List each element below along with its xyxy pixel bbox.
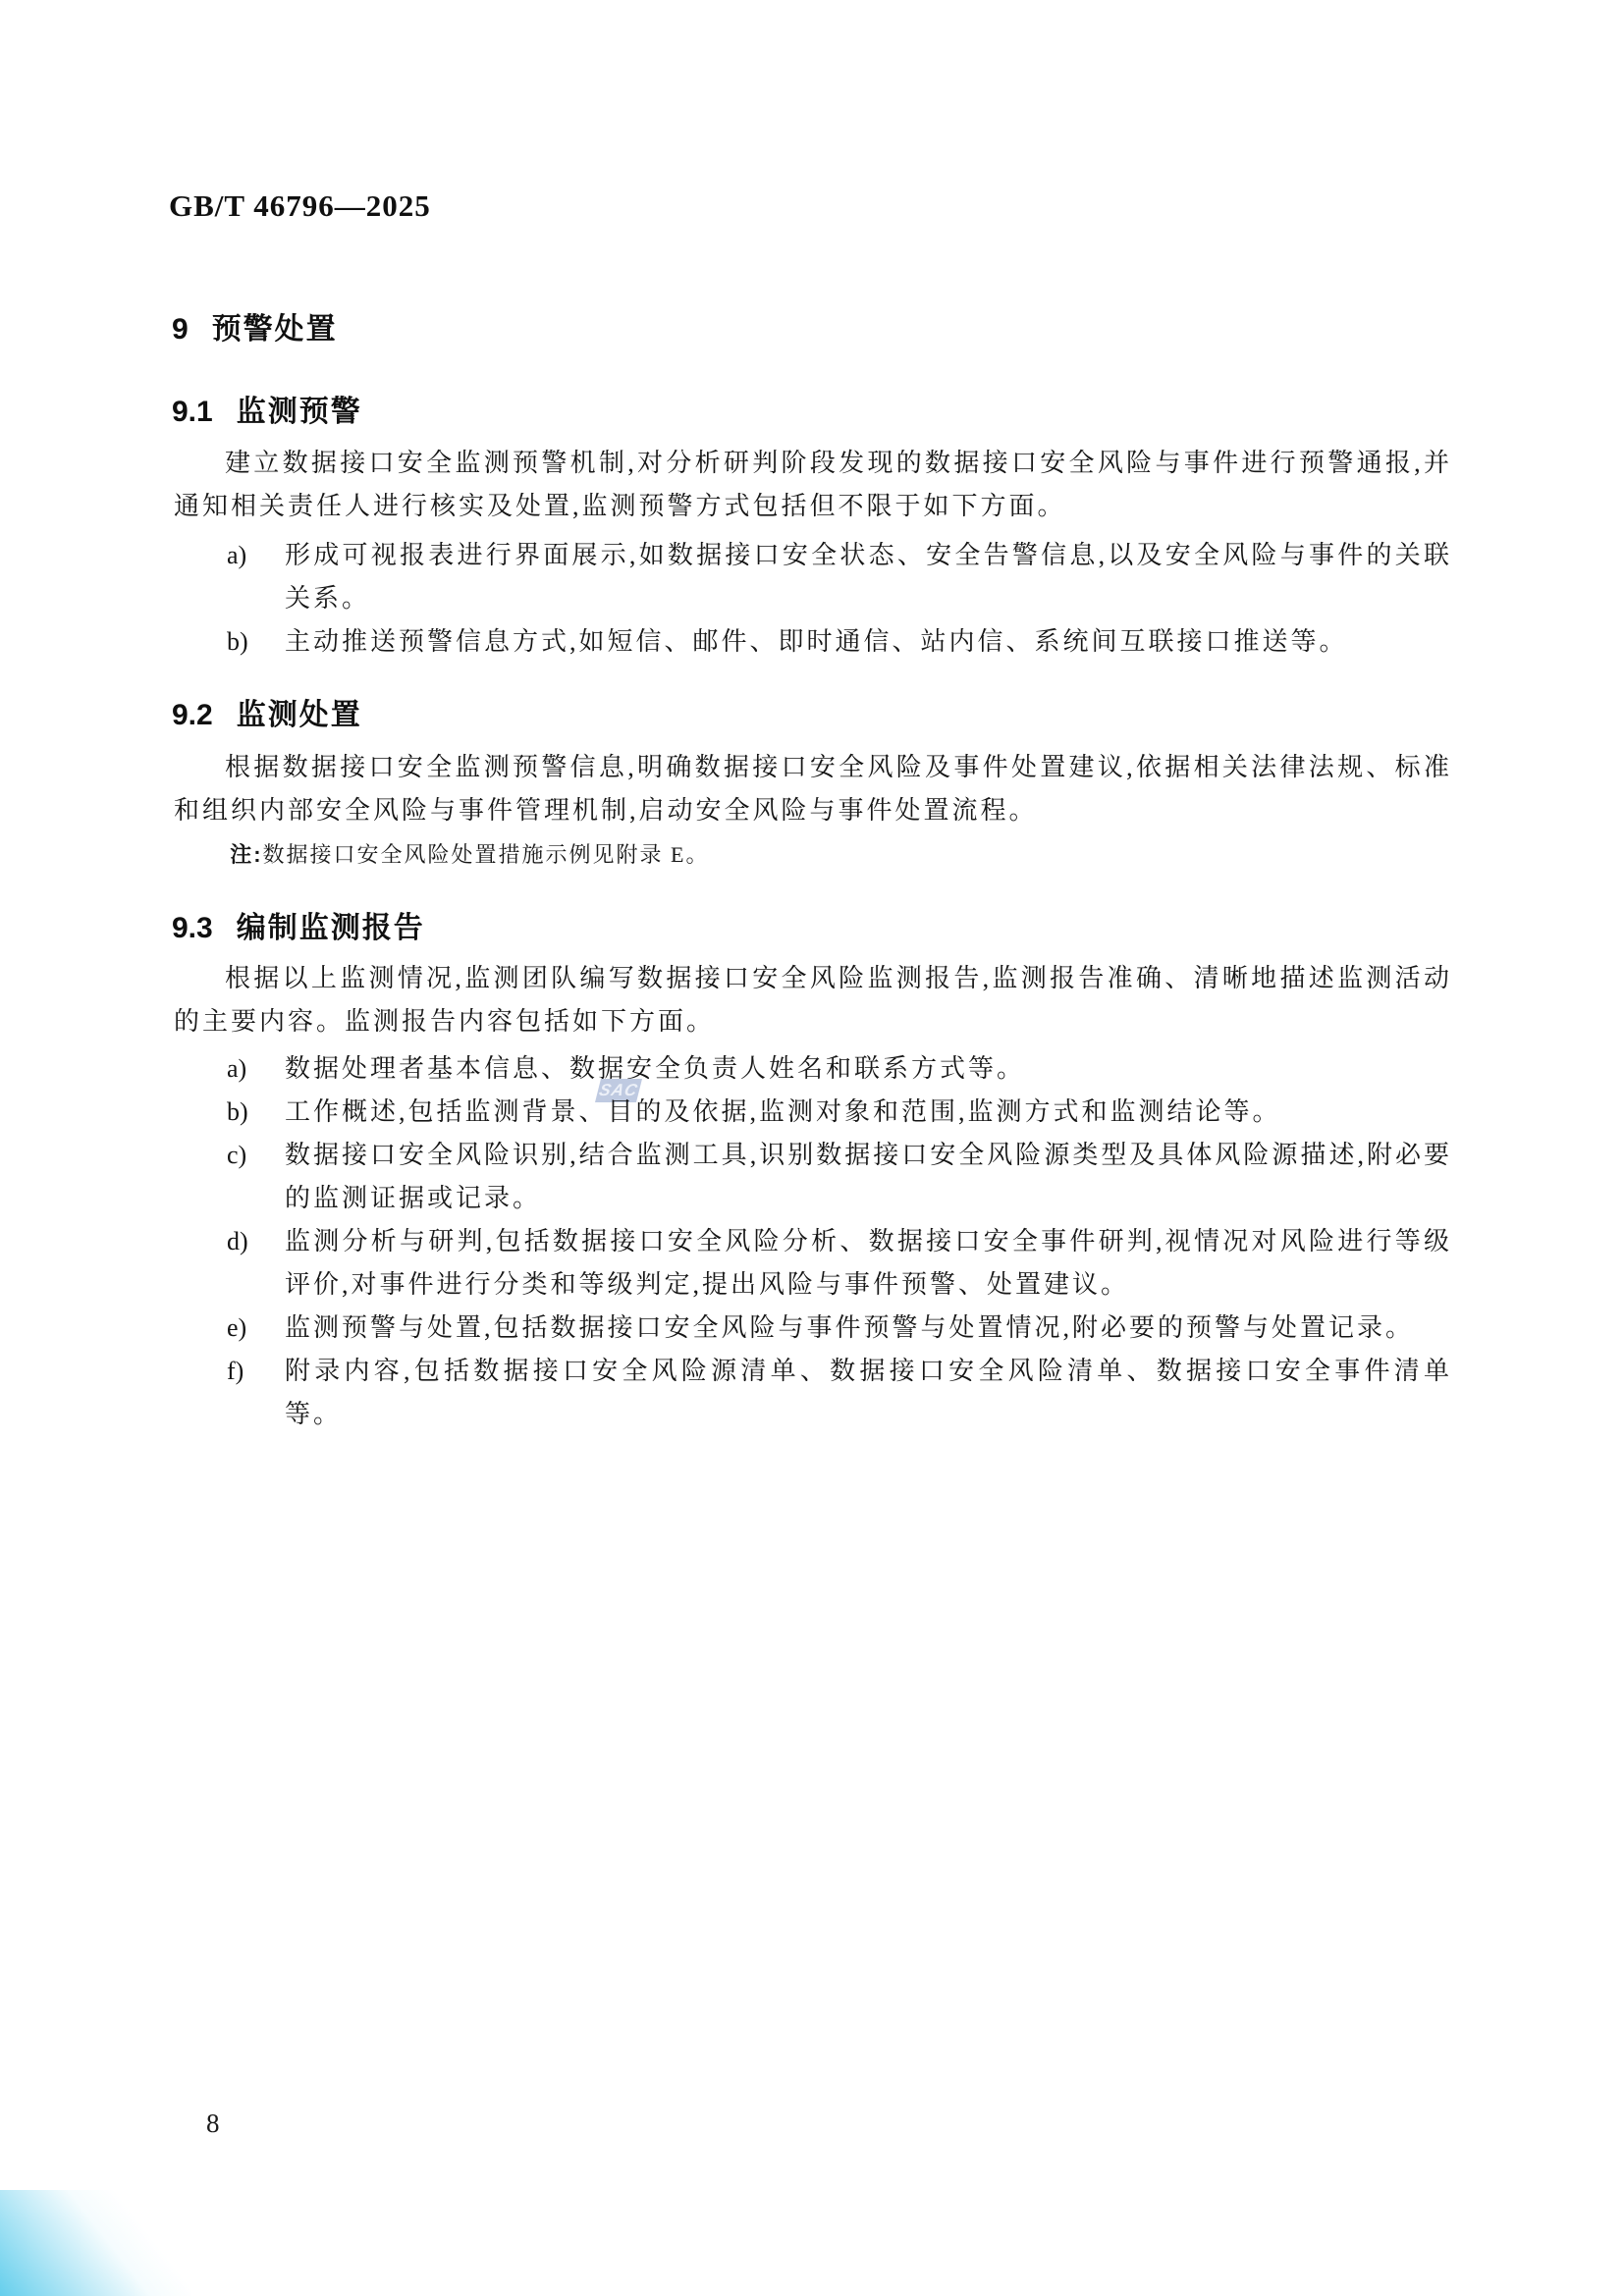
page-number: 8 [206, 2109, 220, 2138]
note-9-2 [174, 837, 1452, 873]
list-item-a [174, 534, 1452, 620]
list-item-c [174, 1134, 1452, 1220]
list-item-text: 主动推送预警信息方式,如短信、邮件、即时通信、站内信、系统间互联接口推送等。 [285, 627, 1348, 656]
list-item-text: 数据处理者基本信息、数据安全负责人姓名和联系方式等。 [285, 1054, 1026, 1083]
note-label: 注: [230, 842, 263, 867]
list-item-d [174, 1220, 1452, 1307]
sac-watermark-text: SAC [597, 1081, 640, 1099]
list-item-b [174, 1091, 1452, 1134]
section-9-2-title: 监测处置 [236, 699, 362, 731]
list-marker: b) [227, 627, 248, 656]
section-9-1-title: 监测预警 [236, 396, 362, 428]
list-item-e [174, 1307, 1452, 1350]
list-item-text: 监测预警与处置,包括数据接口安全风险与事件预警与处置情况,附必要的预警与处置记录。 [285, 1313, 1415, 1342]
list-item-a [174, 1047, 1452, 1091]
paragraph-9-1: 建立数据接口安全监测预警机制,对分析研判阶段发现的数据接口安全风险与事件进行预警通报,并通知相关责任人进行核实及处置,监测预警方式包括但不限于如下方面。 [174, 449, 1452, 520]
paragraph-9-3: 根据以上监测情况,监测团队编写数据接口安全风险监测报告,监测报告准确、清晰地描述监测活动的主要内容。监测报告内容包括如下方面。 [174, 964, 1452, 1036]
list-item-text: 数据接口安全风险识别,结合监测工具,识别数据接口安全风险源类型及具体风险源描述,附必要的监测证据或记录。 [285, 1141, 1452, 1212]
doc-number: GB/T 46796—2025 [169, 188, 431, 223]
list-marker: c) [227, 1141, 247, 1169]
section-9-2-number: 9.2 [172, 699, 213, 731]
list-marker: f) [227, 1357, 244, 1385]
section-9-1-number: 9.1 [172, 396, 213, 428]
section-9-3-number: 9.3 [172, 912, 213, 944]
list-marker: a) [227, 541, 247, 569]
section-9-number: 9 [172, 313, 189, 346]
list-marker: a) [227, 1054, 247, 1083]
section-9-1-heading [172, 387, 362, 430]
section-9-2-heading [172, 690, 362, 733]
list-item-f [174, 1350, 1452, 1436]
list-marker: e) [227, 1313, 247, 1342]
list-9-1 [174, 534, 1452, 664]
paragraph-9-2: 根据数据接口安全监测预警信息,明确数据接口安全风险及事件处置建议,依据相关法律法规、标准和组织内部安全风险与事件管理机制,启动安全风险与事件处置流程。 [174, 753, 1452, 825]
list-marker: d) [227, 1227, 248, 1255]
note-text: 数据接口安全风险处置措施示例见附录 E。 [262, 842, 710, 867]
list-marker: b) [227, 1097, 248, 1126]
section-9-heading [172, 304, 338, 347]
section-9-3-title: 编制监测报告 [236, 912, 425, 944]
section-9-title: 预警处置 [211, 313, 338, 346]
list-item-text: 监测分析与研判,包括数据接口安全风险分析、数据接口安全事件研判,视情况对风险进行等级评价,对事件进行分类和等级判定,提出风险与事件预警、处置建议。 [285, 1227, 1452, 1299]
section-9-3-heading [172, 903, 425, 946]
list-9-3 [174, 1047, 1452, 1436]
list-item-text: 附录内容,包括数据接口安全风险源清单、数据接口安全风险清单、数据接口安全事件清单等。 [285, 1357, 1452, 1428]
list-item-text: 工作概述,包括监测背景、目的及依据,监测对象和范围,监测方式和监测结论等。 [285, 1097, 1281, 1126]
list-item-text: 形成可视报表进行界面展示,如数据接口安全状态、安全告警信息,以及安全风险与事件的关联关系。 [285, 541, 1452, 613]
page-corner-gradient [0, 2190, 191, 2296]
list-item-b [174, 620, 1452, 664]
